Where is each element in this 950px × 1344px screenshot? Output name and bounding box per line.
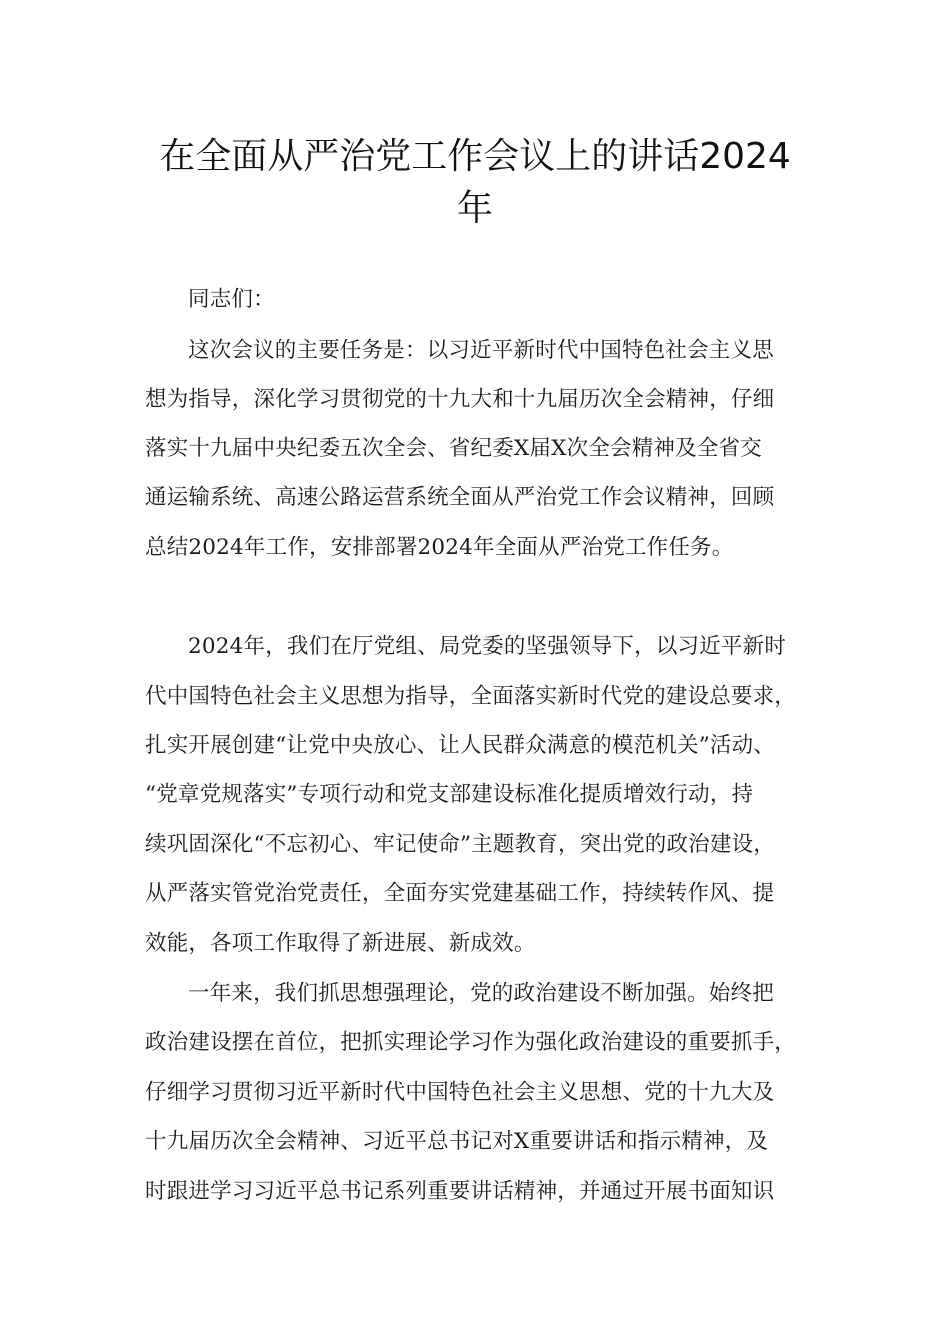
paragraph-line: 总结2024年工作，安排部署2024年全面从严治党工作任务。 bbox=[145, 535, 734, 560]
paragraph-line: 政治建设摆在首位，把抓实理论学习作为强化政治建设的重要抓手， bbox=[145, 1030, 797, 1055]
paragraph-line: 效能，各项工作取得了新进展、新成效。 bbox=[145, 931, 536, 956]
paragraph-line: 落实十九届中央纪委五次全会、省纪委X届X次全会精神及全省交 bbox=[145, 436, 762, 461]
paragraph-line: 想为指导，深化学习贯彻党的十九大和十九届历次全会精神，仔细 bbox=[145, 387, 775, 412]
paragraph-line: 仔细学习贯彻习近平新时代中国特色社会主义思想、党的十九大及 bbox=[145, 1080, 775, 1105]
paragraph-line: 通运输系统、高速公路运营系统全面从严治党工作会议精神，回顾 bbox=[145, 485, 775, 510]
paragraph-line: 从严落实管党治党责任，全面夯实党建基础工作，持续转作风、提 bbox=[145, 881, 775, 906]
paragraph-line: 这次会议的主要任务是：以习近平新时代中国特色社会主义思 bbox=[188, 338, 774, 363]
paragraph-line: 2024年，我们在厅党组、局党委的坚强领导下，以习近平新时 bbox=[188, 634, 787, 659]
paragraph-line: 扎实开展创建“让党中央放心、让人民群众满意的模范机关”活动、 bbox=[145, 733, 775, 758]
paragraph-line: “党章党规落实”专项行动和党支部建设标准化提质增效行动，持 bbox=[145, 782, 754, 807]
paragraph-line: 续巩固深化“不忘初心、牢记使命”主题教育，突出党的政治建设， bbox=[145, 832, 775, 857]
salutation: 同志们： bbox=[188, 287, 275, 312]
paragraph-line: 时跟进学习习近平总书记系列重要讲话精神，并通过开展书面知识 bbox=[145, 1179, 775, 1204]
paragraph-line: 代中国特色社会主义思想为指导，全面落实新时代党的建设总要求， bbox=[145, 684, 797, 709]
document-title-line-2: 年 bbox=[456, 188, 493, 229]
paragraph-line: 一年来，我们抓思想强理论，党的政治建设不断加强。始终把 bbox=[188, 981, 774, 1006]
document-title-line-1: 在全面从严治党工作会议上的讲话2024 bbox=[159, 136, 791, 177]
paragraph-line: 十九届历次全会精神、习近平总书记对X重要讲话和指示精神，及 bbox=[145, 1129, 769, 1154]
